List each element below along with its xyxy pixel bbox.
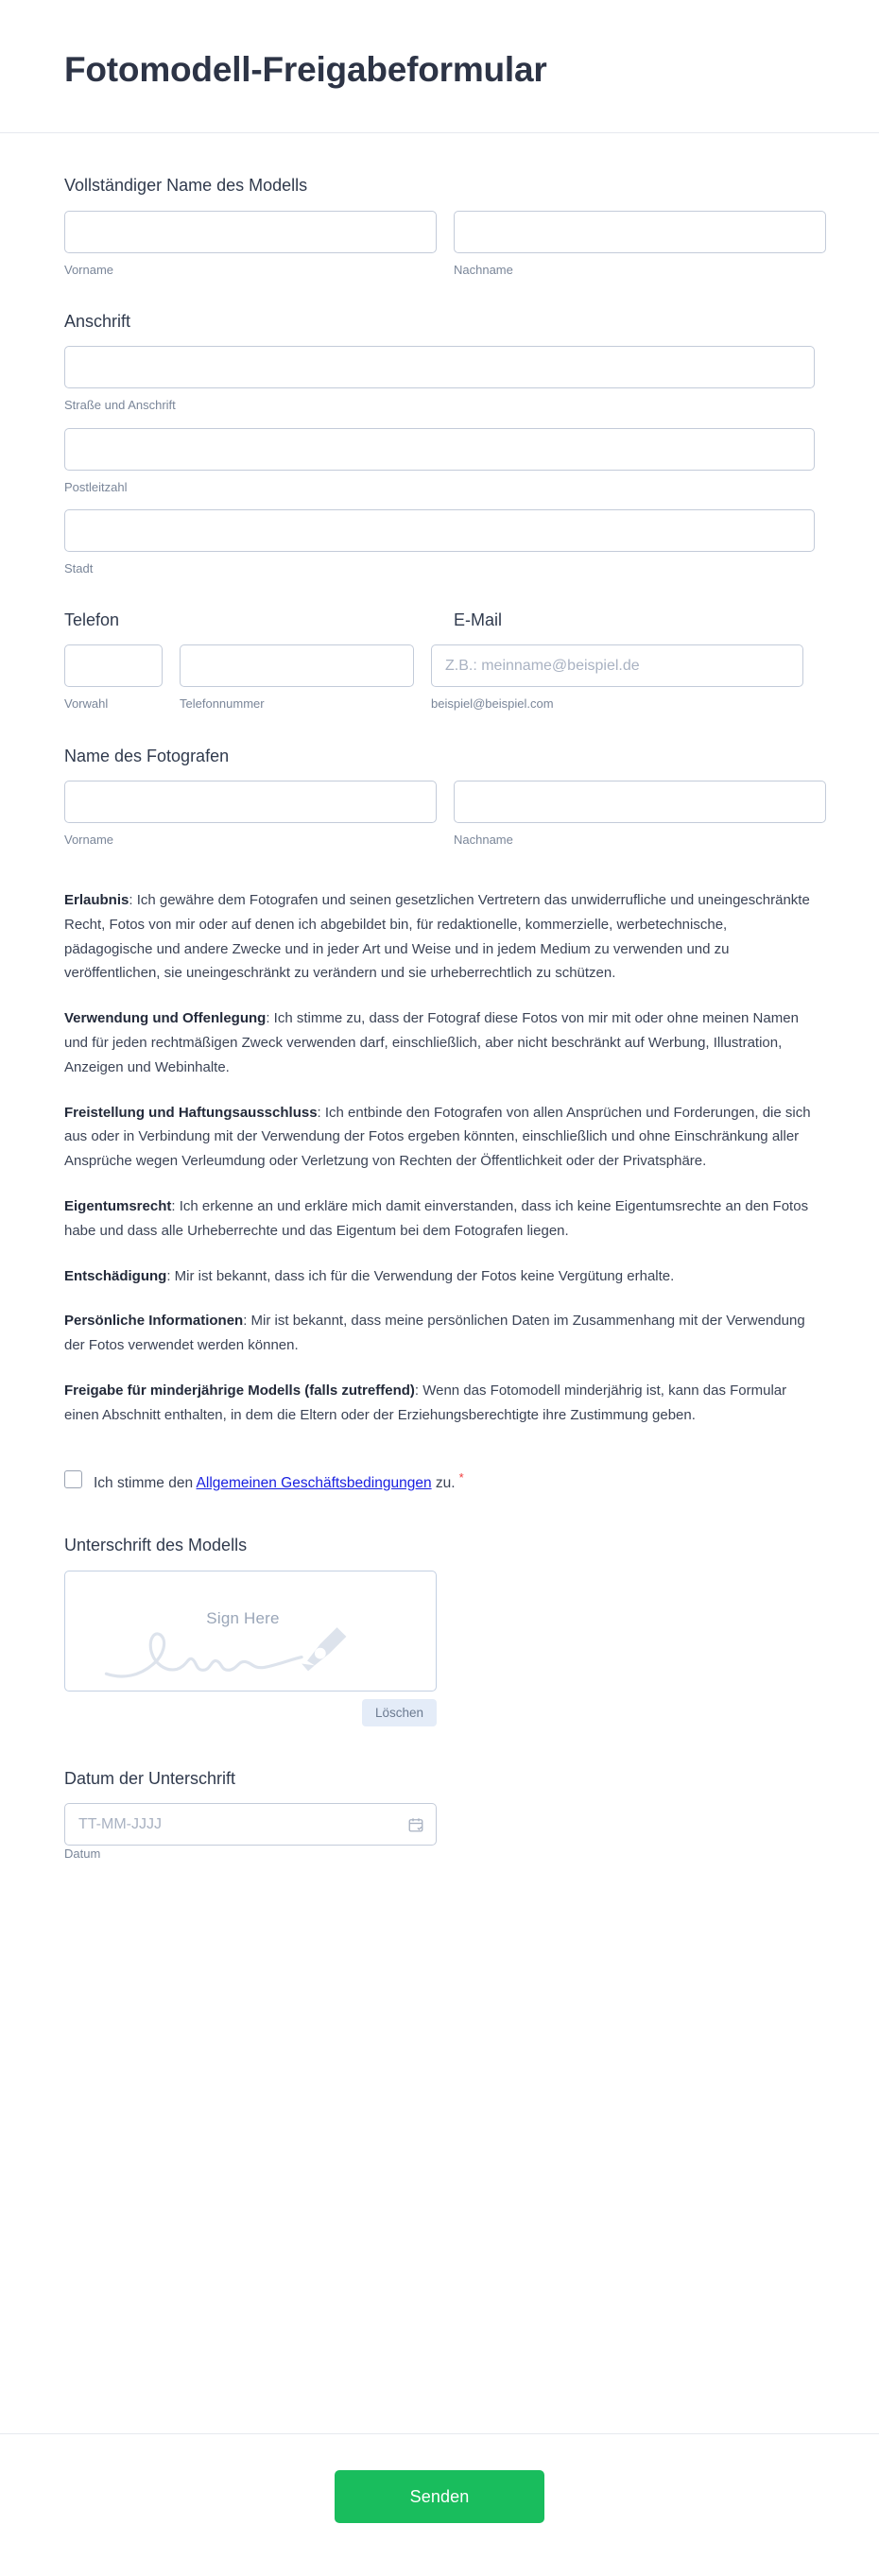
legal-paragraph (64, 1194, 815, 1244)
email-label: E-Mail (454, 610, 503, 629)
signature-clear-row (64, 1699, 437, 1726)
phone-number-col (180, 644, 414, 713)
phone-label: Telefon (64, 610, 120, 629)
phone-area-col (64, 644, 163, 713)
field-group-photographer-name (64, 746, 815, 850)
address-street-sublabel: Straße und Anschrift (64, 398, 176, 413)
legal-paragraph-body: : Mir ist bekannt, dass meine persönlichen Daten im Zusammenhang mit der Verwendung der Fotos verwendet werden können. (64, 1313, 805, 1354)
legal-paragraph-body: : Ich entbinde den Fotografen von allen Ansprüchen und Forderungen, die sich aus oder in Verbindung mit der Verwendung der Fotos ergeben könnten, einschließlich und ohne Einschränkung aller Ansprüche wegen Verleumdung oder Verletzung von Rechten der Öffentlichkeit oder der Privatsphäre. (64, 1104, 811, 1170)
legal-paragraph-heading: Entschädigung (64, 1267, 167, 1284)
legal-paragraph-heading: Erlaubnis (64, 892, 129, 909)
legal-paragraph-heading: Eigentumsrecht (64, 1198, 172, 1215)
photographer-name-label: Name des Fotografen (64, 746, 230, 765)
contact-labels-row (64, 610, 815, 644)
signature-date-wrap (64, 1803, 437, 1846)
legal-paragraph-body: : Mir ist bekannt, dass ich für die Verwendung der Fotos keine Vergütung erhalte. (166, 1267, 675, 1284)
model-name-label: Vollständiger Name des Modells (64, 176, 308, 196)
address-label: Anschrift (64, 311, 131, 331)
signature-date-label: Datum der Unterschrift (64, 1768, 236, 1788)
legal-paragraph-heading: Persönliche Informationen (64, 1313, 244, 1330)
signature-date-input[interactable] (64, 1803, 437, 1846)
form-footer (0, 2433, 879, 2576)
contact-inputs-row (64, 644, 815, 713)
model-first-name-sublabel: Vorname (64, 262, 114, 277)
photographer-last-name-col (454, 781, 826, 849)
photographer-last-name-input[interactable] (454, 781, 826, 823)
model-first-name-input[interactable] (64, 211, 437, 253)
form-header (0, 0, 879, 133)
field-group-model-name (64, 175, 815, 279)
field-group-signature-date (64, 1768, 815, 1863)
address-zip-input[interactable] (64, 428, 815, 471)
signature-date-sublabel: Datum (64, 1846, 101, 1862)
address-city-input[interactable] (64, 509, 815, 552)
photographer-first-name-input[interactable] (64, 781, 437, 823)
model-first-name-col (64, 211, 437, 279)
model-last-name-sublabel: Nachname (454, 262, 513, 277)
legal-paragraph (64, 1309, 815, 1358)
sign-here-placeholder: Sign Here (206, 1608, 280, 1627)
clear-signature-button[interactable]: Löschen (362, 1699, 437, 1726)
address-spacer-2 (64, 496, 815, 509)
model-name-row (64, 211, 815, 279)
phone-number-sublabel: Telefonnummer (180, 696, 265, 712)
legal-paragraph-heading: Verwendung und Offenlegung (64, 1010, 267, 1027)
legal-paragraph-heading: Freistellung und Haftungsausschluss (64, 1104, 318, 1121)
legal-paragraph-body: : Ich erkenne an und erkläre mich damit einverstanden, dass ich keine Eigentumsrechte an den Fotos habe und dass alle Urheberrechte und das Eigentum bei dem Fotografen liegen. (64, 1198, 809, 1239)
legal-paragraph (64, 1101, 815, 1174)
terms-agree-checkbox[interactable] (64, 1470, 82, 1488)
legal-paragraph (64, 888, 815, 986)
model-last-name-col (454, 211, 826, 279)
email-input[interactable] (431, 644, 803, 687)
photographer-first-name-col (64, 781, 437, 849)
address-city-sublabel: Stadt (64, 560, 94, 575)
phone-area-sublabel: Vorwahl (64, 696, 109, 712)
legal-paragraph-body: : Wenn das Fotomodell minderjährig ist, kann das Formular einen Abschnitt enthalten, in dem die Eltern oder der Erziehungsberechtigte ihre Zustimmung geben. (64, 1382, 787, 1423)
terms-text (94, 1469, 464, 1494)
terms-and-conditions-link[interactable]: Allgemeinen Geschäftsbedingungen (196, 1474, 432, 1491)
legal-paragraph (64, 1264, 815, 1289)
form-body (0, 133, 879, 2382)
phone-number-input[interactable] (180, 644, 414, 687)
terms-suffix: zu. (431, 1474, 456, 1491)
signature-pad[interactable] (64, 1571, 437, 1692)
photographer-last-name-sublabel: Nachname (454, 832, 513, 847)
signature-label: Unterschrift des Modells (64, 1536, 248, 1555)
legal-paragraph (64, 1006, 815, 1079)
field-group-signature (64, 1535, 815, 1726)
field-group-address (64, 311, 815, 577)
email-label-col (454, 610, 826, 644)
address-street-input[interactable] (64, 346, 815, 388)
legal-terms-block (64, 888, 815, 1428)
required-asterisk: * (458, 1469, 464, 1485)
phone-area-code-input[interactable] (64, 644, 163, 687)
address-zip-col (64, 428, 815, 496)
email-col (431, 644, 803, 713)
field-group-contact (64, 610, 815, 713)
address-city-col (64, 509, 815, 577)
photographer-name-row (64, 781, 815, 849)
terms-acceptance-row (64, 1469, 815, 1494)
terms-prefix: Ich stimme den (94, 1474, 197, 1491)
legal-paragraph-heading: Freigabe für minderjährige Modells (falls zutreffend) (64, 1382, 415, 1400)
submit-button[interactable]: Senden (335, 2470, 544, 2523)
address-zip-sublabel: Postleitzahl (64, 479, 128, 494)
legal-paragraph (64, 1379, 815, 1428)
signature-squiggle-icon (65, 1571, 436, 1691)
legal-paragraph-body: : Ich gewähre dem Fotografen und seinen gesetzlichen Vertretern das unwiderrufliche und uneingeschränkte Recht, Fotos von mir oder auf denen ich abgebildet bin, für redaktionelle, kommerzielle, werbetechnische, pädagogische und andere Zwecke und in jeder Art und Weise und in jedem Medium zu verwenden und zu veröffentlichen, sie uneingeschränkt zu verändern und sie urheberrechtlich zu schützen. (64, 892, 810, 982)
photographer-first-name-sublabel: Vorname (64, 832, 114, 847)
model-last-name-input[interactable] (454, 211, 826, 253)
phone-label-col (64, 610, 437, 644)
address-spacer-1 (64, 415, 815, 428)
address-street-col (64, 346, 815, 414)
pen-nib-icon (302, 1627, 346, 1671)
page-title: Fotomodell-Freigabeformular (64, 50, 547, 89)
legal-paragraph-body: : Ich stimme zu, dass der Fotograf diese Fotos von mir mit oder ohne meinen Namen und für jeden rechtmäßigen Zweck verwenden darf, einschließlich, aber nicht beschränkt auf Werbung, Illustration, Anzeigen und Webinhalte. (64, 1010, 799, 1075)
email-sublabel: beispiel@beispiel.com (431, 696, 554, 712)
